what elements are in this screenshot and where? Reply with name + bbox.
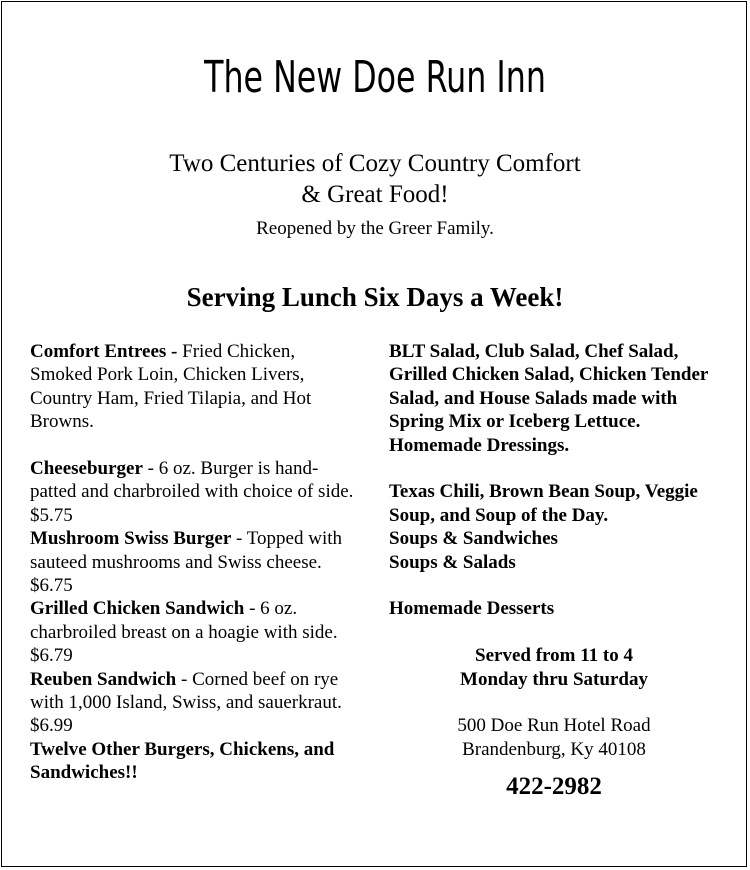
combo-soups-salads: Soups & Salads (389, 551, 516, 573)
item-description: - 6 oz. Burger is hand-patted and charbroiled with choice of side. $5.75 (30, 458, 354, 526)
menu-item-mushroom-swiss-burger (30, 527, 360, 597)
menu-item-cheeseburger (30, 457, 360, 527)
desserts: Homemade Desserts (389, 598, 555, 620)
item-description: Fried Chicken, Smoked Pork Loin, Chicken Livers, Country Ham, Fried Tilapia, and Hot Browns. (30, 341, 312, 433)
item-name: Cheeseburger (30, 458, 143, 480)
tagline-line2: & Great Food! (301, 181, 449, 208)
soups-list: Texas Chili, Brown Bean Soup, Veggie Soup, and Soup of the Day. (389, 481, 698, 526)
menu-right-column (389, 340, 719, 799)
item-name: Mushroom Swiss Burger (30, 528, 232, 550)
item-description: - Corned beef on rye with 1,000 Island, Swiss, and sauerkraut. $6.99 (30, 668, 342, 737)
combo-soups-sandwiches: Soups & Sandwiches (389, 528, 558, 550)
restaurant-name: The New Doe Run Inn (204, 52, 546, 103)
menu-item-other-sandwiches: Twelve Other Burgers, Chickens, and Sandwiches!! (30, 738, 335, 784)
menu-item-grilled-chicken-sandwich (30, 597, 360, 667)
item-description: - 6 oz. charbroiled breast on a hoagie with side. $6.79 (30, 598, 338, 667)
menu-item-comfort-entrees (30, 340, 360, 434)
hours-line1: Served from 11 to 4 (475, 645, 633, 667)
tagline-line1: Two Centuries of Cozy Country Comfort (169, 150, 581, 177)
hours-line2: Monday thru Saturday (460, 668, 648, 690)
reopened-note: Reopened by the Greer Family. (256, 218, 494, 239)
phone-number: 422-2982 (506, 773, 602, 801)
serving-headline: Serving Lunch Six Days a Week! (186, 282, 564, 312)
address-line2: Brandenburg, Ky 40108 (462, 738, 646, 760)
menu-left-column (30, 340, 360, 785)
item-description: - Topped with sauteed mushrooms and Swiss cheese. $6.75 (30, 528, 343, 597)
menu-item-reuben-sandwich (30, 668, 360, 738)
address-line1: 500 Doe Run Hotel Road (457, 715, 651, 737)
salads-list: BLT Salad, Club Salad, Chef Salad, Grilled Chicken Salad, Chicken Tender Salad, and House Salads made with Spring Mix or Iceberg Lettuce. Homemade Dressings. (389, 341, 709, 456)
item-name: Reuben Sandwich (30, 668, 177, 690)
item-name: Comfort Entrees - (30, 341, 178, 362)
item-name: Grilled Chicken Sandwich (30, 598, 245, 620)
